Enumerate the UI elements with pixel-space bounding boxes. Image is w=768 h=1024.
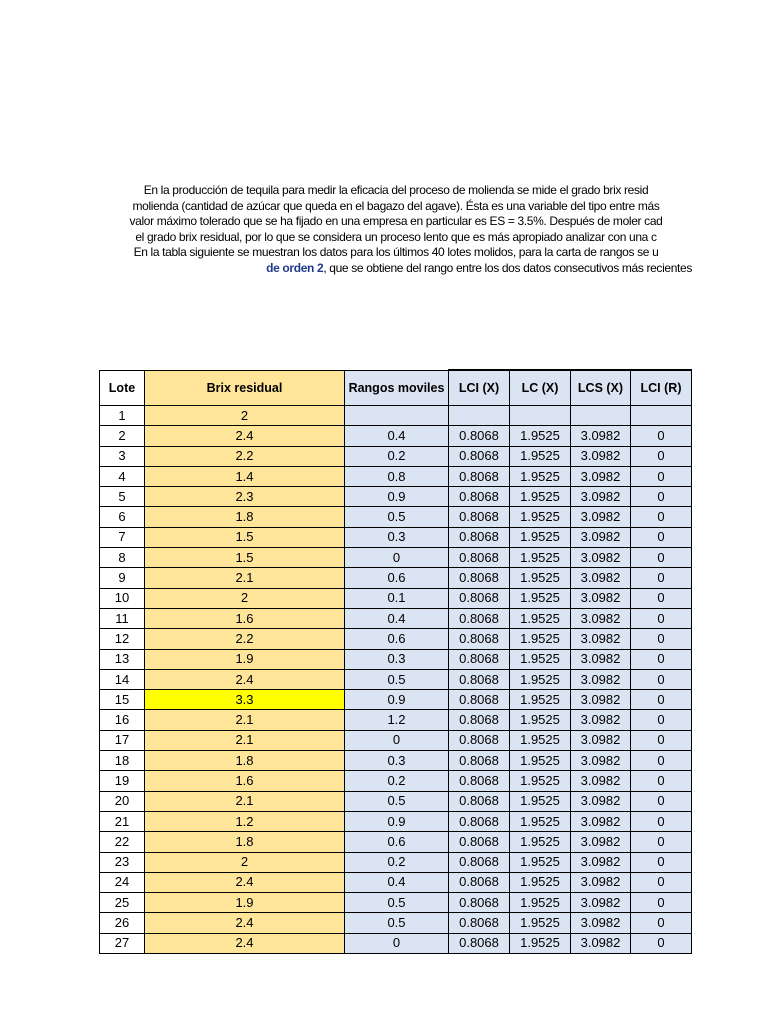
cell-lc-x: 1.9525	[510, 466, 571, 486]
cell-lc-x: 1.9525	[510, 852, 571, 872]
cell-lci-x: 0.8068	[449, 507, 510, 527]
intro-line: En la tabla siguiente se muestran los datos para los últimos 40 lotes molidos, para la carta de rangos se u	[133, 245, 659, 260]
cell-rango: 0	[345, 730, 449, 750]
cell-rango: 1.2	[345, 710, 449, 730]
cell-brix: 2.2	[145, 629, 345, 649]
intro-link-text: de orden 2	[266, 260, 324, 275]
cell-lci-x: 0.8068	[449, 446, 510, 466]
table-row	[100, 507, 692, 527]
cell-brix: 2.4	[145, 913, 345, 933]
cell-lcs-x: 3.0982	[571, 690, 631, 710]
cell-lci-r: 0	[631, 608, 692, 628]
cell-brix: 2	[145, 852, 345, 872]
header-lc-x: LC (X)	[510, 370, 571, 406]
cell-lote: 21	[100, 811, 145, 831]
cell-lote: 3	[100, 446, 145, 466]
cell-lc-x: 1.9525	[510, 893, 571, 913]
cell-lcs-x	[571, 406, 631, 426]
table-row	[100, 406, 692, 426]
cell-lci-x: 0.8068	[449, 893, 510, 913]
cell-brix: 2.1	[145, 791, 345, 811]
cell-lote: 18	[100, 751, 145, 771]
header-lcs-x: LCS (X)	[571, 370, 631, 406]
cell-brix: 2.1	[145, 710, 345, 730]
cell-rango: 0.9	[345, 690, 449, 710]
cell-lci-r: 0	[631, 649, 692, 669]
cell-brix: 1.5	[145, 548, 345, 568]
cell-lc-x: 1.9525	[510, 811, 571, 831]
cell-lci-r: 0	[631, 588, 692, 608]
cell-brix: 1.6	[145, 771, 345, 791]
cell-brix: 1.8	[145, 832, 345, 852]
cell-lci-x: 0.8068	[449, 913, 510, 933]
data-table	[99, 369, 692, 954]
cell-lci-x: 0.8068	[449, 933, 510, 953]
cell-brix: 1.9	[145, 893, 345, 913]
cell-lote: 25	[100, 893, 145, 913]
cell-brix: 1.4	[145, 466, 345, 486]
cell-brix: 1.6	[145, 608, 345, 628]
cell-lcs-x: 3.0982	[571, 426, 631, 446]
header-lci-x: LCI (X)	[449, 370, 510, 406]
cell-rango: 0.1	[345, 588, 449, 608]
cell-lci-x: 0.8068	[449, 426, 510, 446]
table-row	[100, 913, 692, 933]
cell-lcs-x: 3.0982	[571, 872, 631, 892]
cell-rango: 0.6	[345, 629, 449, 649]
cell-lci-x: 0.8068	[449, 588, 510, 608]
header-rangos: Rangos moviles	[345, 370, 449, 406]
cell-brix: 2.1	[145, 568, 345, 588]
cell-lote: 15	[100, 690, 145, 710]
cell-lcs-x: 3.0982	[571, 446, 631, 466]
cell-lci-r: 0	[631, 730, 692, 750]
cell-rango: 0	[345, 548, 449, 568]
cell-lci-r: 0	[631, 771, 692, 791]
cell-lc-x: 1.9525	[510, 608, 571, 628]
cell-rango: 0.6	[345, 568, 449, 588]
cell-lci-r: 0	[631, 487, 692, 507]
cell-lci-x: 0.8068	[449, 852, 510, 872]
cell-lcs-x: 3.0982	[571, 608, 631, 628]
table-row	[100, 568, 692, 588]
cell-brix: 1.8	[145, 507, 345, 527]
cell-lote: 16	[100, 710, 145, 730]
cell-lci-r: 0	[631, 811, 692, 831]
cell-lote: 17	[100, 730, 145, 750]
table-row	[100, 548, 692, 568]
cell-lote: 6	[100, 507, 145, 527]
cell-lcs-x: 3.0982	[571, 852, 631, 872]
table-body	[100, 406, 692, 954]
cell-lc-x: 1.9525	[510, 649, 571, 669]
cell-lci-x: 0.8068	[449, 466, 510, 486]
cell-rango: 0.8	[345, 466, 449, 486]
cell-lote: 13	[100, 649, 145, 669]
table-row	[100, 832, 692, 852]
cell-lcs-x: 3.0982	[571, 751, 631, 771]
cell-lci-x: 0.8068	[449, 811, 510, 831]
cell-lote: 27	[100, 933, 145, 953]
intro-line-rest: , que se obtiene del rango entre los dos datos consecutivos más recientes	[323, 260, 692, 275]
cell-lci-r: 0	[631, 446, 692, 466]
cell-rango: 0.6	[345, 832, 449, 852]
cell-lci-x: 0.8068	[449, 548, 510, 568]
cell-brix: 2.4	[145, 669, 345, 689]
table-row	[100, 588, 692, 608]
table-row	[100, 446, 692, 466]
cell-lcs-x: 3.0982	[571, 588, 631, 608]
cell-lci-r: 0	[631, 710, 692, 730]
cell-lote: 5	[100, 487, 145, 507]
table-row	[100, 730, 692, 750]
cell-lote: 9	[100, 568, 145, 588]
cell-lcs-x: 3.0982	[571, 568, 631, 588]
cell-lc-x: 1.9525	[510, 730, 571, 750]
cell-lc-x: 1.9525	[510, 426, 571, 446]
cell-lcs-x: 3.0982	[571, 527, 631, 547]
header-brix: Brix residual	[145, 370, 345, 406]
cell-lci-r: 0	[631, 527, 692, 547]
table-row	[100, 771, 692, 791]
cell-lc-x: 1.9525	[510, 548, 571, 568]
cell-lcs-x: 3.0982	[571, 466, 631, 486]
cell-lci-r: 0	[631, 933, 692, 953]
intro-line-last	[100, 261, 692, 277]
cell-lote: 8	[100, 548, 145, 568]
cell-brix: 1.5	[145, 527, 345, 547]
cell-lote: 11	[100, 608, 145, 628]
cell-lci-r: 0	[631, 629, 692, 649]
cell-lci-x: 0.8068	[449, 608, 510, 628]
cell-lci-x: 0.8068	[449, 832, 510, 852]
cell-lcs-x: 3.0982	[571, 507, 631, 527]
cell-lc-x: 1.9525	[510, 669, 571, 689]
cell-brix: 1.8	[145, 751, 345, 771]
cell-brix: 2.4	[145, 933, 345, 953]
cell-brix: 2	[145, 588, 345, 608]
cell-rango: 0.5	[345, 913, 449, 933]
cell-rango: 0.5	[345, 669, 449, 689]
cell-rango: 0.9	[345, 811, 449, 831]
cell-lci-r: 0	[631, 690, 692, 710]
cell-lci-x: 0.8068	[449, 730, 510, 750]
table-row	[100, 608, 692, 628]
cell-lote: 26	[100, 913, 145, 933]
table-row	[100, 811, 692, 831]
cell-brix: 2.4	[145, 426, 345, 446]
cell-lc-x: 1.9525	[510, 568, 571, 588]
cell-lc-x: 1.9525	[510, 913, 571, 933]
cell-lcs-x: 3.0982	[571, 487, 631, 507]
cell-lci-r: 0	[631, 832, 692, 852]
cell-lcs-x: 3.0982	[571, 893, 631, 913]
cell-lci-x: 0.8068	[449, 487, 510, 507]
cell-lci-x: 0.8068	[449, 568, 510, 588]
cell-lote: 7	[100, 527, 145, 547]
cell-lci-r: 0	[631, 669, 692, 689]
cell-lci-x: 0.8068	[449, 669, 510, 689]
cell-lci-r: 0	[631, 893, 692, 913]
cell-lci-x	[449, 406, 510, 426]
table-row	[100, 872, 692, 892]
cell-lc-x: 1.9525	[510, 507, 571, 527]
cell-rango: 0.5	[345, 791, 449, 811]
cell-lote: 10	[100, 588, 145, 608]
cell-lci-r: 0	[631, 872, 692, 892]
cell-rango: 0.5	[345, 507, 449, 527]
cell-lci-x: 0.8068	[449, 791, 510, 811]
cell-lci-x: 0.8068	[449, 771, 510, 791]
table-row	[100, 629, 692, 649]
cell-lote: 4	[100, 466, 145, 486]
cell-lci-r: 0	[631, 507, 692, 527]
intro-line: valor máximo tolerado que se ha fijado en una empresa en particular es ES = 3.5%. Después de moler cad	[129, 214, 663, 229]
cell-lci-x: 0.8068	[449, 527, 510, 547]
cell-lote: 20	[100, 791, 145, 811]
cell-rango: 0.2	[345, 771, 449, 791]
cell-lc-x: 1.9525	[510, 751, 571, 771]
cell-lc-x: 1.9525	[510, 710, 571, 730]
cell-brix: 2.1	[145, 730, 345, 750]
cell-rango: 0.4	[345, 872, 449, 892]
cell-rango: 0.3	[345, 649, 449, 669]
header-lote: Lote	[100, 370, 145, 406]
intro-line: En la producción de tequila para medir la eficacia del proceso de molienda se mide el grado brix resid	[143, 183, 649, 197]
cell-lcs-x: 3.0982	[571, 811, 631, 831]
table-row	[100, 690, 692, 710]
cell-brix: 2.2	[145, 446, 345, 466]
cell-brix: 1.9	[145, 649, 345, 669]
cell-lote: 14	[100, 669, 145, 689]
cell-rango: 0	[345, 933, 449, 953]
cell-rango	[345, 406, 449, 426]
cell-lc-x: 1.9525	[510, 791, 571, 811]
table-row	[100, 933, 692, 953]
cell-lc-x: 1.9525	[510, 588, 571, 608]
table-row	[100, 791, 692, 811]
cell-lcs-x: 3.0982	[571, 832, 631, 852]
table-header-row	[100, 370, 692, 406]
cell-lc-x: 1.9525	[510, 629, 571, 649]
cell-brix: 2.4	[145, 872, 345, 892]
cell-lote: 19	[100, 771, 145, 791]
cell-lc-x: 1.9525	[510, 446, 571, 466]
table-row	[100, 649, 692, 669]
cell-rango: 0.2	[345, 852, 449, 872]
cell-lc-x: 1.9525	[510, 487, 571, 507]
cell-lcs-x: 3.0982	[571, 710, 631, 730]
cell-lci-r: 0	[631, 426, 692, 446]
cell-brix: 2	[145, 406, 345, 426]
intro-paragraph	[100, 183, 692, 277]
cell-lcs-x: 3.0982	[571, 669, 631, 689]
table-row	[100, 852, 692, 872]
cell-lcs-x: 3.0982	[571, 730, 631, 750]
intro-line: molienda (cantidad de azúcar que queda en el bagazo del agave). Ésta es una variable del tipo entre más	[132, 198, 660, 213]
table-row	[100, 426, 692, 446]
cell-rango: 0.2	[345, 446, 449, 466]
cell-lcs-x: 3.0982	[571, 771, 631, 791]
cell-lc-x	[510, 406, 571, 426]
cell-lcs-x: 3.0982	[571, 933, 631, 953]
cell-brix: 3.3	[145, 690, 345, 710]
cell-brix: 2.3	[145, 487, 345, 507]
cell-lc-x: 1.9525	[510, 527, 571, 547]
cell-lci-r: 0	[631, 791, 692, 811]
cell-rango: 0.5	[345, 893, 449, 913]
cell-lc-x: 1.9525	[510, 872, 571, 892]
cell-lcs-x: 3.0982	[571, 913, 631, 933]
cell-lc-x: 1.9525	[510, 690, 571, 710]
table-row	[100, 527, 692, 547]
cell-brix: 1.2	[145, 811, 345, 831]
cell-lci-r: 0	[631, 751, 692, 771]
cell-lc-x: 1.9525	[510, 832, 571, 852]
cell-rango: 0.4	[345, 608, 449, 628]
cell-lc-x: 1.9525	[510, 771, 571, 791]
cell-lcs-x: 3.0982	[571, 791, 631, 811]
cell-lci-r: 0	[631, 913, 692, 933]
cell-lci-r: 0	[631, 466, 692, 486]
cell-lci-x: 0.8068	[449, 629, 510, 649]
header-lci-r: LCI (R)	[631, 370, 692, 406]
cell-lci-x: 0.8068	[449, 710, 510, 730]
cell-lcs-x: 3.0982	[571, 649, 631, 669]
cell-rango: 0.3	[345, 527, 449, 547]
cell-lote: 24	[100, 872, 145, 892]
cell-rango: 0.4	[345, 426, 449, 446]
table-row	[100, 669, 692, 689]
cell-lcs-x: 3.0982	[571, 629, 631, 649]
cell-lci-x: 0.8068	[449, 649, 510, 669]
cell-rango: 0.9	[345, 487, 449, 507]
table-row	[100, 487, 692, 507]
cell-lci-x: 0.8068	[449, 751, 510, 771]
cell-lci-r: 0	[631, 852, 692, 872]
table-row	[100, 751, 692, 771]
cell-lci-r: 0	[631, 568, 692, 588]
cell-lote: 1	[100, 406, 145, 426]
intro-line: el grado brix residual, por lo que se considera un proceso lento que es más apropiado analizar con una c	[135, 229, 657, 244]
cell-lote: 23	[100, 852, 145, 872]
cell-rango: 0.3	[345, 751, 449, 771]
cell-lote: 22	[100, 832, 145, 852]
cell-lcs-x: 3.0982	[571, 548, 631, 568]
cell-lci-r: 0	[631, 548, 692, 568]
cell-lote: 12	[100, 629, 145, 649]
cell-lci-x: 0.8068	[449, 872, 510, 892]
cell-lc-x: 1.9525	[510, 933, 571, 953]
cell-lci-x: 0.8068	[449, 690, 510, 710]
cell-lci-r	[631, 406, 692, 426]
table-row	[100, 893, 692, 913]
cell-lote: 2	[100, 426, 145, 446]
table-row	[100, 710, 692, 730]
table-row	[100, 466, 692, 486]
